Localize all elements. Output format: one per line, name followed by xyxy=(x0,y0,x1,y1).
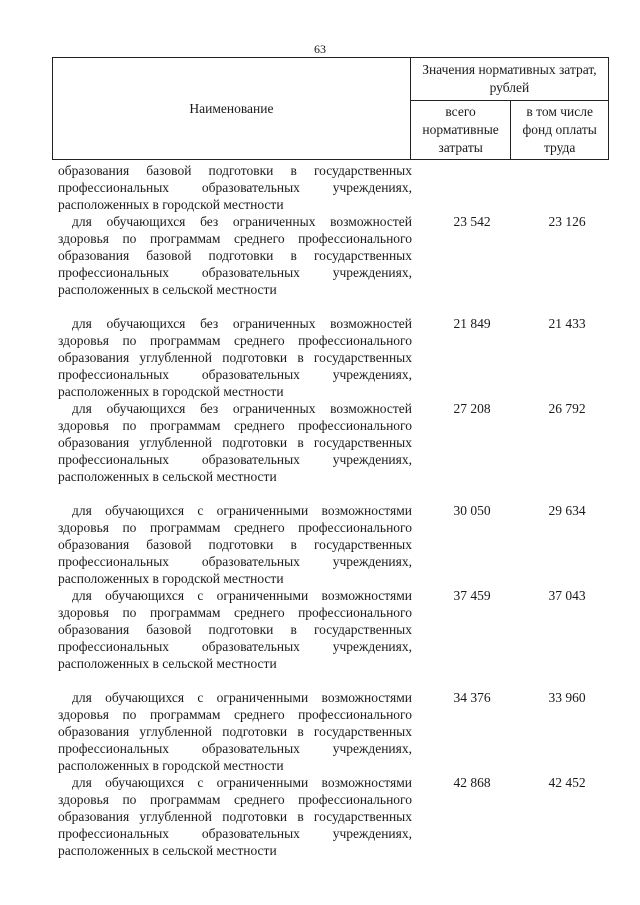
row-name: для обучающихся с ограниченными возможностями здоровья по программам среднего профессионального образования базовой подготовки в государственных профессиональных образовательных учреждениях, расположенных в городской местности xyxy=(58,503,412,586)
row-name: для обучающихся без ограниченных возможностей здоровья по программам среднего профессионального образования базовой подготовки в государственных профессиональных образовательных учреждениях, расположенных в сельской местности xyxy=(58,214,412,297)
table-row xyxy=(58,213,608,298)
table-body xyxy=(58,162,608,859)
table-row xyxy=(58,315,608,400)
table-row xyxy=(58,162,608,213)
column-header-salary: в том числе фонд оплаты труда xyxy=(511,101,609,160)
table-row xyxy=(58,774,608,859)
row-total: 21 849 xyxy=(453,316,491,331)
row-name: образования базовой подготовки в государственных профессиональных образовательных учреждениях, расположенных в городской местности xyxy=(58,163,412,212)
row-name: для обучающихся с ограниченными возможностями здоровья по программам среднего профессионального образования углубленной подготовки в государственных профессиональных образовательных учреждениях, расположенных в городской местности xyxy=(58,690,412,773)
column-header-values: Значения нормативных затрат, рублей xyxy=(410,58,608,101)
row-salary: 21 433 xyxy=(548,316,586,331)
row-salary: 23 126 xyxy=(548,214,586,229)
row-name: для обучающихся с ограниченными возможностями здоровья по программам среднего профессионального образования углубленной подготовки в государственных профессиональных образовательных учреждениях, расположенных в сельской местности xyxy=(58,775,412,858)
row-name: для обучающихся без ограниченных возможностей здоровья по программам среднего профессионального образования углубленной подготовки в государственных профессиональных образовательных учреждениях, расположенных в городской местности xyxy=(58,316,412,399)
column-header-name: Наименование xyxy=(53,58,411,160)
row-total: 27 208 xyxy=(453,401,491,416)
table-row xyxy=(58,400,608,485)
row-salary: 33 960 xyxy=(548,690,586,705)
row-total: 30 050 xyxy=(453,503,491,518)
table-row xyxy=(58,587,608,672)
table-row xyxy=(58,502,608,587)
column-header-total: всего нормативные затраты xyxy=(410,101,510,160)
row-name: для обучающихся с ограниченными возможностями здоровья по программам среднего профессионального образования базовой подготовки в государственных профессиональных образовательных учреждениях, расположенных в сельской местности xyxy=(58,588,412,671)
row-salary: 42 452 xyxy=(548,775,586,790)
row-total: 23 542 xyxy=(453,214,491,229)
table-row xyxy=(58,689,608,774)
row-name: для обучающихся без ограниченных возможностей здоровья по программам среднего профессионального образования углубленной подготовки в государственных профессиональных образовательных учреждениях, расположенных в сельской местности xyxy=(58,401,412,484)
row-total: 37 459 xyxy=(453,588,491,603)
row-salary: 37 043 xyxy=(548,588,586,603)
row-salary: 26 792 xyxy=(548,401,586,416)
table-header xyxy=(52,57,609,160)
row-salary: 29 634 xyxy=(548,503,586,518)
row-total: 34 376 xyxy=(453,690,491,705)
page-number: 63 xyxy=(314,42,326,56)
row-total: 42 868 xyxy=(453,775,491,790)
